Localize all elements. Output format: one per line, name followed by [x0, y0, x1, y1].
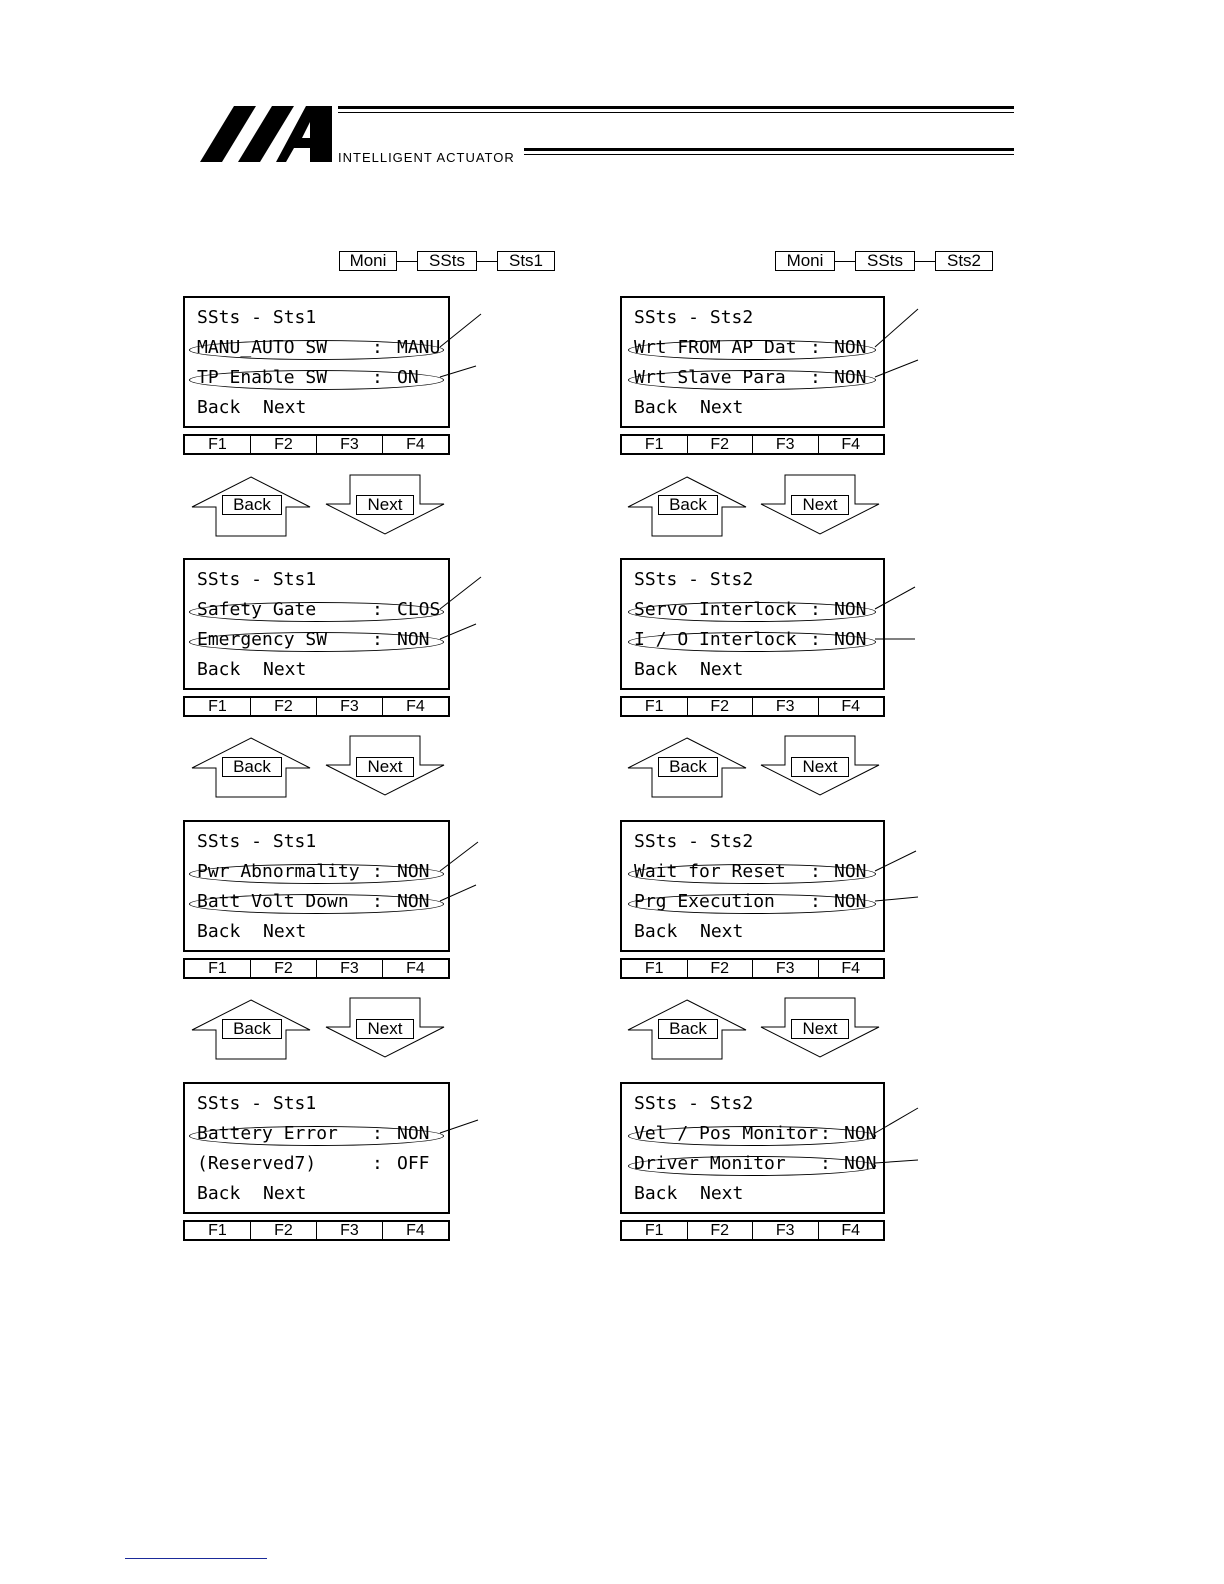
back-softkey-label: Back	[197, 397, 241, 418]
breadcrumb-moni[interactable]: Moni	[775, 251, 835, 271]
status-label: TP Enable SW	[197, 367, 328, 388]
screen-title: SSts - Sts2	[634, 307, 754, 328]
status-label: (Reserved7)	[197, 1153, 317, 1174]
separator: :	[810, 629, 821, 650]
breadcrumb-ssts[interactable]: SSts	[417, 251, 477, 271]
next-softkey-label: Next	[263, 659, 307, 680]
status-value: NON	[397, 1123, 430, 1144]
screen-title: SSts - Sts1	[197, 569, 317, 590]
back-button[interactable]: Back	[222, 757, 282, 777]
back-softkey-label: Back	[634, 397, 678, 418]
back-softkey-label: Back	[197, 921, 241, 942]
status-value: NON	[834, 599, 867, 620]
separator: :	[372, 337, 383, 358]
next-button[interactable]: Next	[356, 1019, 414, 1039]
next-button[interactable]: Next	[791, 1019, 849, 1039]
status-value: NON	[834, 367, 867, 388]
next-softkey-label: Next	[263, 1183, 307, 1204]
f3-key[interactable]: F3	[753, 1222, 819, 1239]
status-label: Batt Volt Down	[197, 891, 349, 912]
back-softkey-label: Back	[634, 1183, 678, 1204]
status-value: NON	[397, 861, 430, 882]
footnote-rule	[125, 1558, 267, 1559]
screen-title: SSts - Sts1	[197, 1093, 317, 1114]
back-softkey-label: Back	[634, 921, 678, 942]
f2-key[interactable]: F2	[251, 1222, 317, 1239]
separator: :	[372, 861, 383, 882]
back-softkey-label: Back	[634, 659, 678, 680]
f1-key[interactable]: F1	[185, 436, 251, 453]
f4-key[interactable]: F4	[406, 960, 425, 977]
next-softkey-label: Next	[263, 397, 307, 418]
status-value: NON	[834, 337, 867, 358]
status-value: NON	[834, 861, 867, 882]
back-softkey-label: Back	[197, 659, 241, 680]
status-label: Wait for Reset	[634, 861, 786, 882]
f4-key[interactable]: F4	[406, 436, 425, 453]
f4-key[interactable]: F4	[841, 698, 861, 715]
screen-title: SSts - Sts1	[197, 307, 317, 328]
status-label: Emergency SW	[197, 629, 328, 650]
f3-key[interactable]: F3	[317, 1222, 383, 1239]
separator: :	[820, 1153, 831, 1174]
f3-key[interactable]: F3	[753, 698, 819, 715]
f3-key[interactable]: F3	[317, 960, 383, 977]
status-value: NON	[397, 629, 430, 650]
f3-key[interactable]: F3	[753, 436, 819, 453]
breadcrumb-sts2[interactable]: Sts2	[935, 251, 993, 271]
breadcrumb-sts1[interactable]: Sts1	[497, 251, 555, 271]
back-button[interactable]: Back	[222, 1019, 282, 1039]
next-softkey-label: Next	[263, 921, 307, 942]
screen-title: SSts - Sts1	[197, 831, 317, 852]
separator: :	[810, 891, 821, 912]
back-softkey-label: Back	[197, 1183, 241, 1204]
f4-key[interactable]: F4	[406, 1222, 425, 1239]
status-value: CLOS	[397, 599, 441, 620]
f1-key[interactable]: F1	[185, 960, 251, 977]
separator: :	[810, 337, 821, 358]
status-label: MANU_AUTO SW	[197, 337, 328, 358]
status-label: Vel / Pos Monitor	[634, 1123, 819, 1144]
back-button[interactable]: Back	[222, 495, 282, 515]
status-label: Servo Interlock	[634, 599, 797, 620]
f2-key[interactable]: F2	[688, 436, 754, 453]
breadcrumb-ssts[interactable]: SSts	[855, 251, 915, 271]
separator: :	[810, 599, 821, 620]
f2-key[interactable]: F2	[688, 1222, 754, 1239]
separator: :	[810, 861, 821, 882]
screen-title: SSts - Sts2	[634, 1093, 754, 1114]
separator: :	[372, 1153, 383, 1174]
separator: :	[372, 367, 383, 388]
f2-key[interactable]: F2	[688, 960, 754, 977]
status-label: Battery Error	[197, 1123, 338, 1144]
f4-key[interactable]: F4	[841, 436, 861, 453]
f2-key[interactable]: F2	[251, 960, 317, 977]
next-button[interactable]: Next	[356, 757, 414, 777]
next-softkey-label: Next	[700, 1183, 744, 1204]
status-label: I / O Interlock	[634, 629, 797, 650]
separator: :	[810, 367, 821, 388]
f2-key[interactable]: F2	[688, 698, 754, 715]
separator: :	[372, 629, 383, 650]
f1-key[interactable]: F1	[622, 960, 688, 977]
next-softkey-label: Next	[700, 659, 744, 680]
f4-key[interactable]: F4	[841, 960, 861, 977]
f1-key[interactable]: F1	[185, 698, 251, 715]
next-button[interactable]: Next	[791, 495, 849, 515]
f1-key[interactable]: F1	[185, 1222, 251, 1239]
f3-key[interactable]: F3	[317, 698, 383, 715]
status-label: Driver Monitor	[634, 1153, 786, 1174]
next-button[interactable]: Next	[791, 757, 849, 777]
back-button[interactable]: Back	[658, 757, 718, 777]
separator: :	[372, 891, 383, 912]
separator: :	[820, 1123, 831, 1144]
f3-key[interactable]: F3	[317, 436, 383, 453]
status-value: NON	[397, 891, 430, 912]
separator: :	[372, 599, 383, 620]
status-value: NON	[834, 891, 867, 912]
status-value: NON	[834, 629, 867, 650]
f2-key[interactable]: F2	[251, 436, 317, 453]
back-button[interactable]: Back	[658, 495, 718, 515]
f4-key[interactable]: F4	[406, 698, 425, 715]
back-button[interactable]: Back	[658, 1019, 718, 1039]
logo-text: INTELLIGENT ACTUATOR	[338, 150, 515, 165]
f3-key[interactable]: F3	[753, 960, 819, 977]
status-label: Wrt Slave Para	[634, 367, 786, 388]
f2-key[interactable]: F2	[251, 698, 317, 715]
screen-title: SSts - Sts2	[634, 831, 754, 852]
status-value: MANU	[397, 337, 441, 358]
f1-key[interactable]: F1	[622, 698, 688, 715]
status-label: Prg Execution	[634, 891, 775, 912]
f1-key[interactable]: F1	[622, 436, 688, 453]
status-label: Wrt FROM AP Dat	[634, 337, 797, 358]
separator: :	[372, 1123, 383, 1144]
status-value: NON	[844, 1153, 877, 1174]
screen-title: SSts - Sts2	[634, 569, 754, 590]
status-value: ON	[397, 367, 419, 388]
status-label: Safety Gate	[197, 599, 317, 620]
status-value: OFF	[397, 1153, 430, 1174]
status-value: NON	[844, 1123, 877, 1144]
breadcrumb-moni[interactable]: Moni	[339, 251, 397, 271]
f1-key[interactable]: F1	[622, 1222, 688, 1239]
next-softkey-label: Next	[700, 397, 744, 418]
next-softkey-label: Next	[700, 921, 744, 942]
next-button[interactable]: Next	[356, 495, 414, 515]
f4-key[interactable]: F4	[841, 1222, 861, 1239]
status-label: Pwr Abnormality	[197, 861, 360, 882]
